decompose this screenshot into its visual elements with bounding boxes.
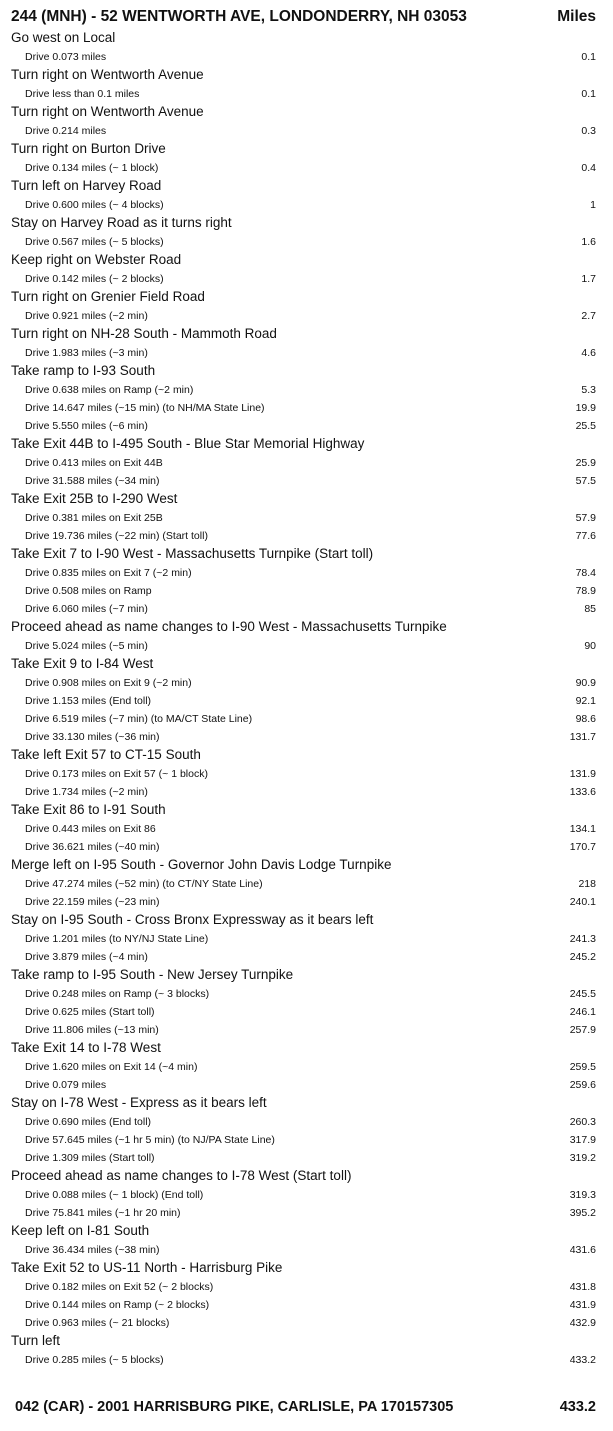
directions-footer (0, 1395, 613, 1419)
cumulative-miles: 4.6 (581, 347, 596, 359)
drive-segment (0, 1295, 613, 1313)
direction-step (0, 855, 613, 874)
drive-segment (0, 874, 613, 892)
cumulative-miles: 0.1 (581, 88, 596, 100)
drive-distance: Drive less than 0.1 miles (25, 88, 140, 100)
direction-step (0, 617, 613, 636)
step-instruction: Turn right on Wentworth Avenue (11, 67, 204, 82)
direction-step (0, 489, 613, 508)
drive-distance: Drive 1.620 miles on Exit 14 (~4 min) (25, 1061, 198, 1073)
drive-segment (0, 306, 613, 324)
drive-distance: Drive 19.736 miles (~22 min) (Start toll) (25, 530, 208, 542)
direction-step (0, 1038, 613, 1057)
drive-segment (0, 1057, 613, 1075)
drive-distance: Drive 0.173 miles on Exit 57 (~ 1 block) (25, 768, 208, 780)
cumulative-miles: 317.9 (569, 1134, 596, 1146)
step-instruction: Turn right on Wentworth Avenue (11, 104, 204, 119)
drive-distance: Drive 5.024 miles (~5 min) (25, 640, 148, 652)
step-instruction: Take Exit 7 to I-90 West - Massachusetts Turnpike (Start toll) (11, 546, 374, 561)
drive-distance: Drive 1.201 miles (to NY/NJ State Line) (25, 933, 209, 945)
cumulative-miles: 1.7 (581, 273, 596, 285)
direction-step (0, 745, 613, 764)
cumulative-miles: 431.6 (569, 1244, 596, 1256)
direction-step (0, 287, 613, 306)
step-instruction: Take left Exit 57 to CT-15 South (11, 747, 201, 762)
cumulative-miles: 245.5 (569, 988, 596, 1000)
direction-step (0, 1221, 613, 1240)
cumulative-miles: 431.9 (569, 1299, 596, 1311)
drive-segment (0, 453, 613, 471)
drive-segment (0, 1130, 613, 1148)
cumulative-miles: 319.2 (569, 1152, 596, 1164)
cumulative-miles: 259.6 (569, 1079, 596, 1091)
cumulative-miles: 218 (578, 878, 596, 890)
cumulative-miles: 98.6 (575, 713, 596, 725)
drive-distance: Drive 0.638 miles on Ramp (~2 min) (25, 384, 194, 396)
drive-distance: Drive 33.130 miles (~36 min) (25, 731, 160, 743)
drive-distance: Drive 36.621 miles (~40 min) (25, 841, 160, 853)
step-instruction: Keep right on Webster Road (11, 252, 182, 267)
step-instruction: Stay on I-78 West - Express as it bears left (11, 1095, 267, 1110)
direction-step (0, 965, 613, 984)
drive-segment (0, 947, 613, 965)
cumulative-miles: 92.1 (575, 695, 596, 707)
drive-distance: Drive 0.567 miles (~ 5 blocks) (25, 236, 164, 248)
drive-segment (0, 1148, 613, 1166)
step-instruction: Take Exit 44B to I-495 South - Blue Star Memorial Highway (11, 436, 365, 451)
drive-distance: Drive 0.073 miles (25, 51, 107, 63)
cumulative-miles: 5.3 (581, 384, 596, 396)
drive-segment (0, 508, 613, 526)
drive-distance: Drive 5.550 miles (~6 min) (25, 420, 148, 432)
drive-segment (0, 782, 613, 800)
drive-segment (0, 727, 613, 745)
step-instruction: Take ramp to I-95 South - New Jersey Turnpike (11, 967, 294, 982)
drive-segment (0, 158, 613, 176)
direction-step (0, 324, 613, 343)
drive-segment (0, 526, 613, 544)
cumulative-miles: 432.9 (569, 1317, 596, 1329)
drive-distance: Drive 0.214 miles (25, 125, 107, 137)
cumulative-miles: 25.5 (575, 420, 596, 432)
direction-step (0, 654, 613, 673)
drive-segment (0, 1313, 613, 1331)
drive-distance: Drive 14.647 miles (~15 min) (to NH/MA State Line) (25, 402, 265, 414)
drive-distance: Drive 0.690 miles (End toll) (25, 1116, 152, 1128)
step-instruction: Proceed ahead as name changes to I-90 West - Massachusetts Turnpike (11, 619, 447, 634)
drive-distance: Drive 0.182 miles on Exit 52 (~ 2 blocks) (25, 1281, 214, 1293)
drive-distance: Drive 6.060 miles (~7 min) (25, 603, 148, 615)
drive-segment (0, 1185, 613, 1203)
drive-segment (0, 1020, 613, 1038)
drive-segment (0, 398, 613, 416)
drive-distance: Drive 0.835 miles on Exit 7 (~2 min) (25, 567, 192, 579)
drive-distance: Drive 47.274 miles (~52 min) (to CT/NY State Line) (25, 878, 263, 890)
cumulative-miles: 131.7 (569, 731, 596, 743)
drive-distance: Drive 75.841 miles (~1 hr 20 min) (25, 1207, 181, 1219)
drive-segment (0, 892, 613, 910)
cumulative-miles: 78.9 (575, 585, 596, 597)
drive-segment (0, 837, 613, 855)
drive-distance: Drive 6.519 miles (~7 min) (to MA/CT State Line) (25, 713, 253, 725)
drive-distance: Drive 0.921 miles (~2 min) (25, 310, 148, 322)
drive-segment (0, 471, 613, 489)
direction-step (0, 65, 613, 84)
drive-segment (0, 764, 613, 782)
drive-segment (0, 1240, 613, 1258)
step-instruction: Keep left on I-81 South (11, 1223, 150, 1238)
drive-segment (0, 1350, 613, 1368)
cumulative-miles: 133.6 (569, 786, 596, 798)
drive-segment (0, 121, 613, 139)
cumulative-miles: 134.1 (569, 823, 596, 835)
step-instruction: Turn right on Burton Drive (11, 141, 166, 156)
step-instruction: Turn right on NH-28 South - Mammoth Road (11, 326, 277, 341)
drive-segment (0, 84, 613, 102)
drive-distance: Drive 57.645 miles (~1 hr 5 min) (to NJ/PA State Line) (25, 1134, 275, 1146)
drive-distance: Drive 0.248 miles on Ramp (~ 3 blocks) (25, 988, 210, 1000)
drive-segment (0, 691, 613, 709)
direction-step (0, 1331, 613, 1350)
total-miles: 433.2 (559, 1399, 596, 1415)
drive-distance: Drive 0.600 miles (~ 4 blocks) (25, 199, 164, 211)
drive-distance: Drive 0.144 miles on Ramp (~ 2 blocks) (25, 1299, 210, 1311)
step-instruction: Merge left on I-95 South - Governor John Davis Lodge Turnpike (11, 857, 392, 872)
drive-distance: Drive 0.285 miles (~ 5 blocks) (25, 1354, 164, 1366)
direction-step (0, 361, 613, 380)
cumulative-miles: 85 (584, 603, 596, 615)
cumulative-miles: 257.9 (569, 1024, 596, 1036)
drive-segment (0, 581, 613, 599)
drive-segment (0, 984, 613, 1002)
cumulative-miles: 78.4 (575, 567, 596, 579)
drive-distance: Drive 1.734 miles (~2 min) (25, 786, 148, 798)
cumulative-miles: 241.3 (569, 933, 596, 945)
drive-segment (0, 195, 613, 213)
step-instruction: Turn left on Harvey Road (11, 178, 162, 193)
cumulative-miles: 0.4 (581, 162, 596, 174)
step-instruction: Go west on Local (11, 30, 116, 45)
miles-column-label: Miles (557, 8, 596, 25)
drive-distance: Drive 31.588 miles (~34 min) (25, 475, 160, 487)
cumulative-miles: 433.2 (569, 1354, 596, 1366)
drive-segment (0, 599, 613, 617)
cumulative-miles: 0.1 (581, 51, 596, 63)
step-instruction: Stay on I-95 South - Cross Bronx Expressway as it bears left (11, 912, 374, 927)
cumulative-miles: 240.1 (569, 896, 596, 908)
direction-step (0, 544, 613, 563)
drive-segment (0, 416, 613, 434)
drive-distance: Drive 0.908 miles on Exit 9 (~2 min) (25, 677, 192, 689)
cumulative-miles: 260.3 (569, 1116, 596, 1128)
destination-address: 042 (CAR) - 2001 HARRISBURG PIKE, CARLISLE, PA 170157305 (15, 1399, 454, 1415)
direction-step (0, 176, 613, 195)
drive-distance: Drive 22.159 miles (~23 min) (25, 896, 160, 908)
direction-step (0, 434, 613, 453)
direction-step (0, 910, 613, 929)
direction-step (0, 102, 613, 121)
cumulative-miles: 170.7 (569, 841, 596, 853)
drive-segment (0, 1002, 613, 1020)
step-instruction: Take ramp to I-93 South (11, 363, 156, 378)
cumulative-miles: 57.9 (575, 512, 596, 524)
cumulative-miles: 90.9 (575, 677, 596, 689)
step-instruction: Turn left (11, 1333, 61, 1348)
direction-step (0, 1166, 613, 1185)
cumulative-miles: 431.8 (569, 1281, 596, 1293)
drive-distance: Drive 0.963 miles (~ 21 blocks) (25, 1317, 170, 1329)
drive-distance: Drive 0.413 miles on Exit 44B (25, 457, 163, 469)
cumulative-miles: 19.9 (575, 402, 596, 414)
direction-step (0, 1258, 613, 1277)
drive-segment (0, 1277, 613, 1295)
step-instruction: Take Exit 14 to I-78 West (11, 1040, 161, 1055)
cumulative-miles: 1.6 (581, 236, 596, 248)
cumulative-miles: 25.9 (575, 457, 596, 469)
cumulative-miles: 90 (584, 640, 596, 652)
drive-segment (0, 232, 613, 250)
cumulative-miles: 77.6 (575, 530, 596, 542)
origin-address: 244 (MNH) - 52 WENTWORTH AVE, LONDONDERRY, NH 03053 (11, 8, 467, 25)
drive-distance: Drive 0.079 miles (25, 1079, 107, 1091)
step-instruction: Stay on Harvey Road as it turns right (11, 215, 232, 230)
cumulative-miles: 1 (590, 199, 596, 211)
step-instruction: Turn right on Grenier Field Road (11, 289, 205, 304)
direction-step (0, 800, 613, 819)
drive-segment (0, 929, 613, 947)
drive-segment (0, 1075, 613, 1093)
drive-segment (0, 269, 613, 287)
drive-distance: Drive 11.806 miles (~13 min) (25, 1024, 159, 1036)
directions-list (0, 28, 613, 1368)
step-instruction: Take Exit 52 to US-11 North - Harrisburg Pike (11, 1260, 283, 1275)
drive-segment (0, 563, 613, 581)
drive-distance: Drive 3.879 miles (~4 min) (25, 951, 148, 963)
drive-distance: Drive 0.134 miles (~ 1 block) (25, 162, 159, 174)
drive-segment (0, 673, 613, 691)
cumulative-miles: 131.9 (569, 768, 596, 780)
cumulative-miles: 395.2 (569, 1207, 596, 1219)
drive-segment (0, 819, 613, 837)
direction-step (0, 213, 613, 232)
drive-distance: Drive 0.142 miles (~ 2 blocks) (25, 273, 164, 285)
cumulative-miles: 0.3 (581, 125, 596, 137)
direction-step (0, 250, 613, 269)
cumulative-miles: 246.1 (569, 1006, 596, 1018)
cumulative-miles: 319.3 (569, 1189, 596, 1201)
drive-distance: Drive 0.088 miles (~ 1 block) (End toll) (25, 1189, 204, 1201)
cumulative-miles: 259.5 (569, 1061, 596, 1073)
step-instruction: Take Exit 86 to I-91 South (11, 802, 166, 817)
drive-distance: Drive 1.309 miles (Start toll) (25, 1152, 155, 1164)
step-instruction: Proceed ahead as name changes to I-78 West (Start toll) (11, 1168, 352, 1183)
drive-segment (0, 709, 613, 727)
drive-distance: Drive 0.508 miles on Ramp (25, 585, 152, 597)
drive-segment (0, 380, 613, 398)
drive-distance: Drive 36.434 miles (~38 min) (25, 1244, 160, 1256)
drive-segment (0, 636, 613, 654)
direction-step (0, 139, 613, 158)
cumulative-miles: 245.2 (569, 951, 596, 963)
drive-distance: Drive 0.381 miles on Exit 25B (25, 512, 163, 524)
cumulative-miles: 57.5 (575, 475, 596, 487)
drive-distance: Drive 1.983 miles (~3 min) (25, 347, 148, 359)
drive-segment (0, 47, 613, 65)
drive-segment (0, 1203, 613, 1221)
drive-distance: Drive 0.625 miles (Start toll) (25, 1006, 155, 1018)
drive-segment (0, 1112, 613, 1130)
cumulative-miles: 2.7 (581, 310, 596, 322)
step-instruction: Take Exit 25B to I-290 West (11, 491, 178, 506)
drive-segment (0, 343, 613, 361)
drive-distance: Drive 0.443 miles on Exit 86 (25, 823, 156, 835)
step-instruction: Take Exit 9 to I-84 West (11, 656, 154, 671)
direction-step (0, 28, 613, 47)
drive-distance: Drive 1.153 miles (End toll) (25, 695, 152, 707)
direction-step (0, 1093, 613, 1112)
